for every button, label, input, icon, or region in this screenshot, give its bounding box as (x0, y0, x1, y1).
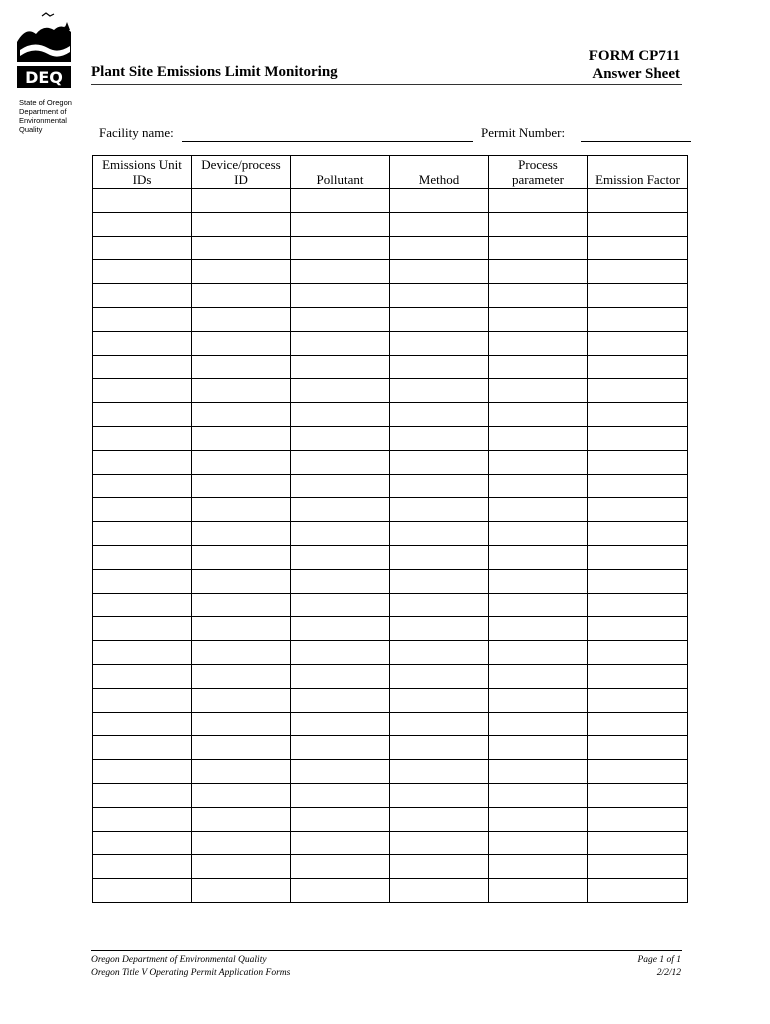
answer-cell[interactable] (588, 664, 688, 688)
table-row (93, 688, 688, 712)
answer-cell[interactable] (93, 403, 192, 427)
answer-cell[interactable] (93, 450, 192, 474)
answer-cell[interactable] (390, 355, 489, 379)
header-rule (91, 84, 682, 85)
table-row (93, 426, 688, 450)
answer-cell[interactable] (390, 807, 489, 831)
answer-cell[interactable] (93, 189, 192, 213)
answer-cell[interactable] (192, 593, 291, 617)
answer-cell[interactable] (390, 426, 489, 450)
table-row (93, 569, 688, 593)
table-row (93, 712, 688, 736)
answer-cell[interactable] (93, 236, 192, 260)
answer-cell[interactable] (192, 879, 291, 903)
answer-cell[interactable] (192, 331, 291, 355)
answer-cell[interactable] (390, 260, 489, 284)
answer-cell[interactable] (588, 284, 688, 308)
answer-cell[interactable] (93, 426, 192, 450)
answer-cell[interactable] (192, 617, 291, 641)
table-row (93, 593, 688, 617)
table-row (93, 641, 688, 665)
answer-cell[interactable] (192, 236, 291, 260)
table-row (93, 522, 688, 546)
answer-cell[interactable] (192, 545, 291, 569)
answer-cell[interactable] (192, 760, 291, 784)
answer-cell[interactable] (93, 712, 192, 736)
answer-cell[interactable] (192, 189, 291, 213)
answer-cell[interactable] (489, 736, 588, 760)
answer-cell[interactable] (489, 688, 588, 712)
answer-cell[interactable] (489, 450, 588, 474)
answer-cell[interactable] (588, 879, 688, 903)
answer-cell[interactable] (588, 474, 688, 498)
answer-cell[interactable] (588, 641, 688, 665)
answer-cell[interactable] (192, 807, 291, 831)
form-subtitle: Answer Sheet (592, 66, 680, 82)
answer-cell[interactable] (93, 617, 192, 641)
table-row (93, 189, 688, 213)
column-header: Emission Factor (588, 156, 688, 189)
answer-cell[interactable] (291, 212, 390, 236)
answer-cell[interactable] (291, 498, 390, 522)
answer-cell[interactable] (489, 355, 588, 379)
answer-cell[interactable] (588, 260, 688, 284)
answer-cell[interactable] (390, 189, 489, 213)
answer-cell[interactable] (291, 712, 390, 736)
answer-cell[interactable] (192, 736, 291, 760)
answer-cell[interactable] (489, 403, 588, 427)
answer-cell[interactable] (390, 593, 489, 617)
answer-cell[interactable] (489, 426, 588, 450)
answer-cell[interactable] (489, 879, 588, 903)
answer-cell[interactable] (489, 498, 588, 522)
answer-cell[interactable] (291, 760, 390, 784)
answer-cell[interactable] (390, 783, 489, 807)
answer-cell[interactable] (291, 783, 390, 807)
answer-cell[interactable] (192, 450, 291, 474)
answer-cell[interactable] (192, 855, 291, 879)
answer-cell[interactable] (390, 712, 489, 736)
answer-cell[interactable] (390, 545, 489, 569)
answer-cell[interactable] (489, 664, 588, 688)
answer-cell[interactable] (390, 855, 489, 879)
answer-cell[interactable] (588, 855, 688, 879)
table-row (93, 284, 688, 308)
table-row (93, 403, 688, 427)
answer-cell[interactable] (390, 212, 489, 236)
answer-cell[interactable] (192, 498, 291, 522)
answer-cell[interactable] (489, 236, 588, 260)
answer-cell[interactable] (291, 522, 390, 546)
answer-cell[interactable] (489, 712, 588, 736)
footer-right: Page 1 of 1 2/2/12 (637, 955, 681, 978)
answer-cell[interactable] (489, 545, 588, 569)
agency-name: State of Oregon Department of Environmental Quality (19, 98, 72, 134)
table-row (93, 498, 688, 522)
answer-cell[interactable] (93, 831, 192, 855)
emissions-table (92, 155, 688, 903)
answer-cell[interactable] (489, 189, 588, 213)
answer-cell[interactable] (390, 736, 489, 760)
answer-cell[interactable] (588, 236, 688, 260)
answer-cell[interactable] (93, 593, 192, 617)
answer-cell[interactable] (588, 712, 688, 736)
answer-cell[interactable] (489, 807, 588, 831)
answer-cell[interactable] (93, 212, 192, 236)
answer-cell[interactable] (93, 760, 192, 784)
table-row (93, 545, 688, 569)
table-row (93, 212, 688, 236)
answer-cell[interactable] (588, 426, 688, 450)
table-row (93, 474, 688, 498)
answer-cell[interactable] (588, 331, 688, 355)
answer-cell[interactable] (192, 712, 291, 736)
facility-name-field[interactable] (182, 141, 473, 142)
answer-cell[interactable] (489, 855, 588, 879)
answer-cell[interactable] (192, 569, 291, 593)
answer-cell[interactable] (588, 831, 688, 855)
answer-cell[interactable] (291, 284, 390, 308)
answer-cell[interactable] (390, 522, 489, 546)
answer-cell[interactable] (588, 783, 688, 807)
answer-cell[interactable] (390, 641, 489, 665)
answer-cell[interactable] (192, 831, 291, 855)
answer-cell[interactable] (93, 498, 192, 522)
answer-cell[interactable] (192, 284, 291, 308)
table-row (93, 617, 688, 641)
table-row (93, 379, 688, 403)
permit-number-field[interactable] (581, 141, 691, 142)
answer-cell[interactable] (489, 760, 588, 784)
answer-cell[interactable] (588, 403, 688, 427)
answer-cell[interactable] (588, 450, 688, 474)
answer-cell[interactable] (291, 688, 390, 712)
answer-cell[interactable] (93, 807, 192, 831)
answer-cell[interactable] (390, 379, 489, 403)
answer-cell[interactable] (192, 664, 291, 688)
permit-number-label: Permit Number: (481, 125, 566, 140)
answer-cell[interactable] (588, 617, 688, 641)
answer-cell[interactable] (390, 664, 489, 688)
column-header: Process parameter (489, 156, 588, 189)
table-row (93, 331, 688, 355)
answer-cell[interactable] (291, 331, 390, 355)
answer-cell[interactable] (489, 307, 588, 331)
answer-cell[interactable] (489, 474, 588, 498)
answer-cell[interactable] (93, 855, 192, 879)
answer-cell[interactable] (93, 260, 192, 284)
answer-cell[interactable] (588, 522, 688, 546)
answer-cell[interactable] (588, 807, 688, 831)
table-header-row (93, 156, 688, 189)
answer-cell[interactable] (291, 307, 390, 331)
answer-cell[interactable] (291, 879, 390, 903)
answer-cell[interactable] (93, 783, 192, 807)
answer-cell[interactable] (192, 355, 291, 379)
answer-cell[interactable] (192, 474, 291, 498)
answer-cell[interactable] (489, 212, 588, 236)
answer-cell[interactable] (192, 641, 291, 665)
table-row (93, 450, 688, 474)
table-row (93, 260, 688, 284)
answer-cell[interactable] (588, 569, 688, 593)
table-row (93, 664, 688, 688)
answer-cell[interactable] (489, 593, 588, 617)
answer-cell[interactable] (390, 760, 489, 784)
answer-cell[interactable] (93, 641, 192, 665)
answer-cell[interactable] (390, 403, 489, 427)
answer-cell[interactable] (192, 403, 291, 427)
table-row (93, 736, 688, 760)
answer-cell[interactable] (291, 474, 390, 498)
answer-cell[interactable] (588, 498, 688, 522)
answer-cell[interactable] (192, 212, 291, 236)
column-header: Device/process ID (192, 156, 291, 189)
answer-cell[interactable] (489, 260, 588, 284)
answer-cell[interactable] (390, 307, 489, 331)
answer-cell[interactable] (390, 569, 489, 593)
table-row (93, 760, 688, 784)
answer-cell[interactable] (588, 545, 688, 569)
answer-cell[interactable] (291, 403, 390, 427)
answer-cell[interactable] (489, 783, 588, 807)
table-row (93, 355, 688, 379)
answer-cell[interactable] (588, 593, 688, 617)
answer-cell[interactable] (588, 736, 688, 760)
column-header: Pollutant (291, 156, 390, 189)
answer-cell[interactable] (390, 617, 489, 641)
answer-cell[interactable] (489, 831, 588, 855)
facility-name-label: Facility name: (99, 125, 174, 140)
answer-cell[interactable] (192, 688, 291, 712)
answer-cell[interactable] (291, 355, 390, 379)
answer-cell[interactable] (291, 545, 390, 569)
table-row (93, 855, 688, 879)
answer-cell[interactable] (192, 522, 291, 546)
answer-cell[interactable] (291, 236, 390, 260)
answer-cell[interactable] (291, 260, 390, 284)
form-title: Plant Site Emissions Limit Monitoring (91, 64, 338, 80)
answer-cell[interactable] (93, 545, 192, 569)
answer-cell[interactable] (291, 807, 390, 831)
answer-cell[interactable] (390, 879, 489, 903)
answer-cell[interactable] (588, 189, 688, 213)
answer-cell[interactable] (588, 379, 688, 403)
answer-cell[interactable] (489, 569, 588, 593)
deq-logo (14, 12, 74, 92)
answer-cell[interactable] (192, 379, 291, 403)
footer-left: Oregon Department of Environmental Quality Oregon Title V Operating Permit Application Forms (91, 955, 291, 978)
answer-cell[interactable] (390, 474, 489, 498)
answer-cell[interactable] (390, 688, 489, 712)
answer-cell[interactable] (489, 522, 588, 546)
answer-cell[interactable] (489, 641, 588, 665)
form-id: FORM CP711 (588, 48, 680, 64)
table-row (93, 831, 688, 855)
answer-cell[interactable] (192, 260, 291, 284)
answer-cell[interactable] (192, 307, 291, 331)
answer-cell[interactable] (291, 736, 390, 760)
table-row (93, 807, 688, 831)
answer-cell[interactable] (93, 736, 192, 760)
answer-cell[interactable] (291, 855, 390, 879)
answer-cell[interactable] (93, 355, 192, 379)
answer-cell[interactable] (93, 664, 192, 688)
answer-cell[interactable] (588, 212, 688, 236)
svg-text:DEQ: DEQ (25, 68, 63, 87)
answer-cell[interactable] (291, 189, 390, 213)
answer-cell[interactable] (390, 831, 489, 855)
answer-cell[interactable] (588, 355, 688, 379)
answer-cell[interactable] (291, 664, 390, 688)
answer-cell[interactable] (390, 498, 489, 522)
answer-cell[interactable] (489, 379, 588, 403)
answer-cell[interactable] (390, 236, 489, 260)
column-header: Method (390, 156, 489, 189)
answer-cell[interactable] (291, 426, 390, 450)
answer-cell[interactable] (489, 331, 588, 355)
answer-cell[interactable] (588, 688, 688, 712)
table-row (93, 879, 688, 903)
answer-cell[interactable] (291, 450, 390, 474)
answer-cell[interactable] (93, 522, 192, 546)
answer-cell[interactable] (93, 284, 192, 308)
answer-cell[interactable] (192, 783, 291, 807)
answer-cell[interactable] (390, 450, 489, 474)
answer-cell[interactable] (489, 284, 588, 308)
answer-cell[interactable] (588, 760, 688, 784)
answer-cell[interactable] (192, 426, 291, 450)
answer-cell[interactable] (93, 307, 192, 331)
answer-cell[interactable] (93, 569, 192, 593)
answer-cell[interactable] (291, 569, 390, 593)
table-row (93, 236, 688, 260)
table-row (93, 307, 688, 331)
column-header: Emissions Unit IDs (93, 156, 192, 189)
answer-cell[interactable] (291, 831, 390, 855)
answer-cell[interactable] (93, 688, 192, 712)
answer-cell[interactable] (489, 617, 588, 641)
answer-cell[interactable] (291, 641, 390, 665)
answer-cell[interactable] (291, 617, 390, 641)
answer-cell[interactable] (291, 593, 390, 617)
answer-cell[interactable] (291, 379, 390, 403)
answer-cell[interactable] (93, 879, 192, 903)
answer-cell[interactable] (390, 331, 489, 355)
answer-cell[interactable] (93, 379, 192, 403)
answer-cell[interactable] (390, 284, 489, 308)
table-row (93, 783, 688, 807)
answer-cell[interactable] (588, 307, 688, 331)
footer-rule (91, 950, 682, 951)
answer-cell[interactable] (93, 474, 192, 498)
answer-cell[interactable] (93, 331, 192, 355)
